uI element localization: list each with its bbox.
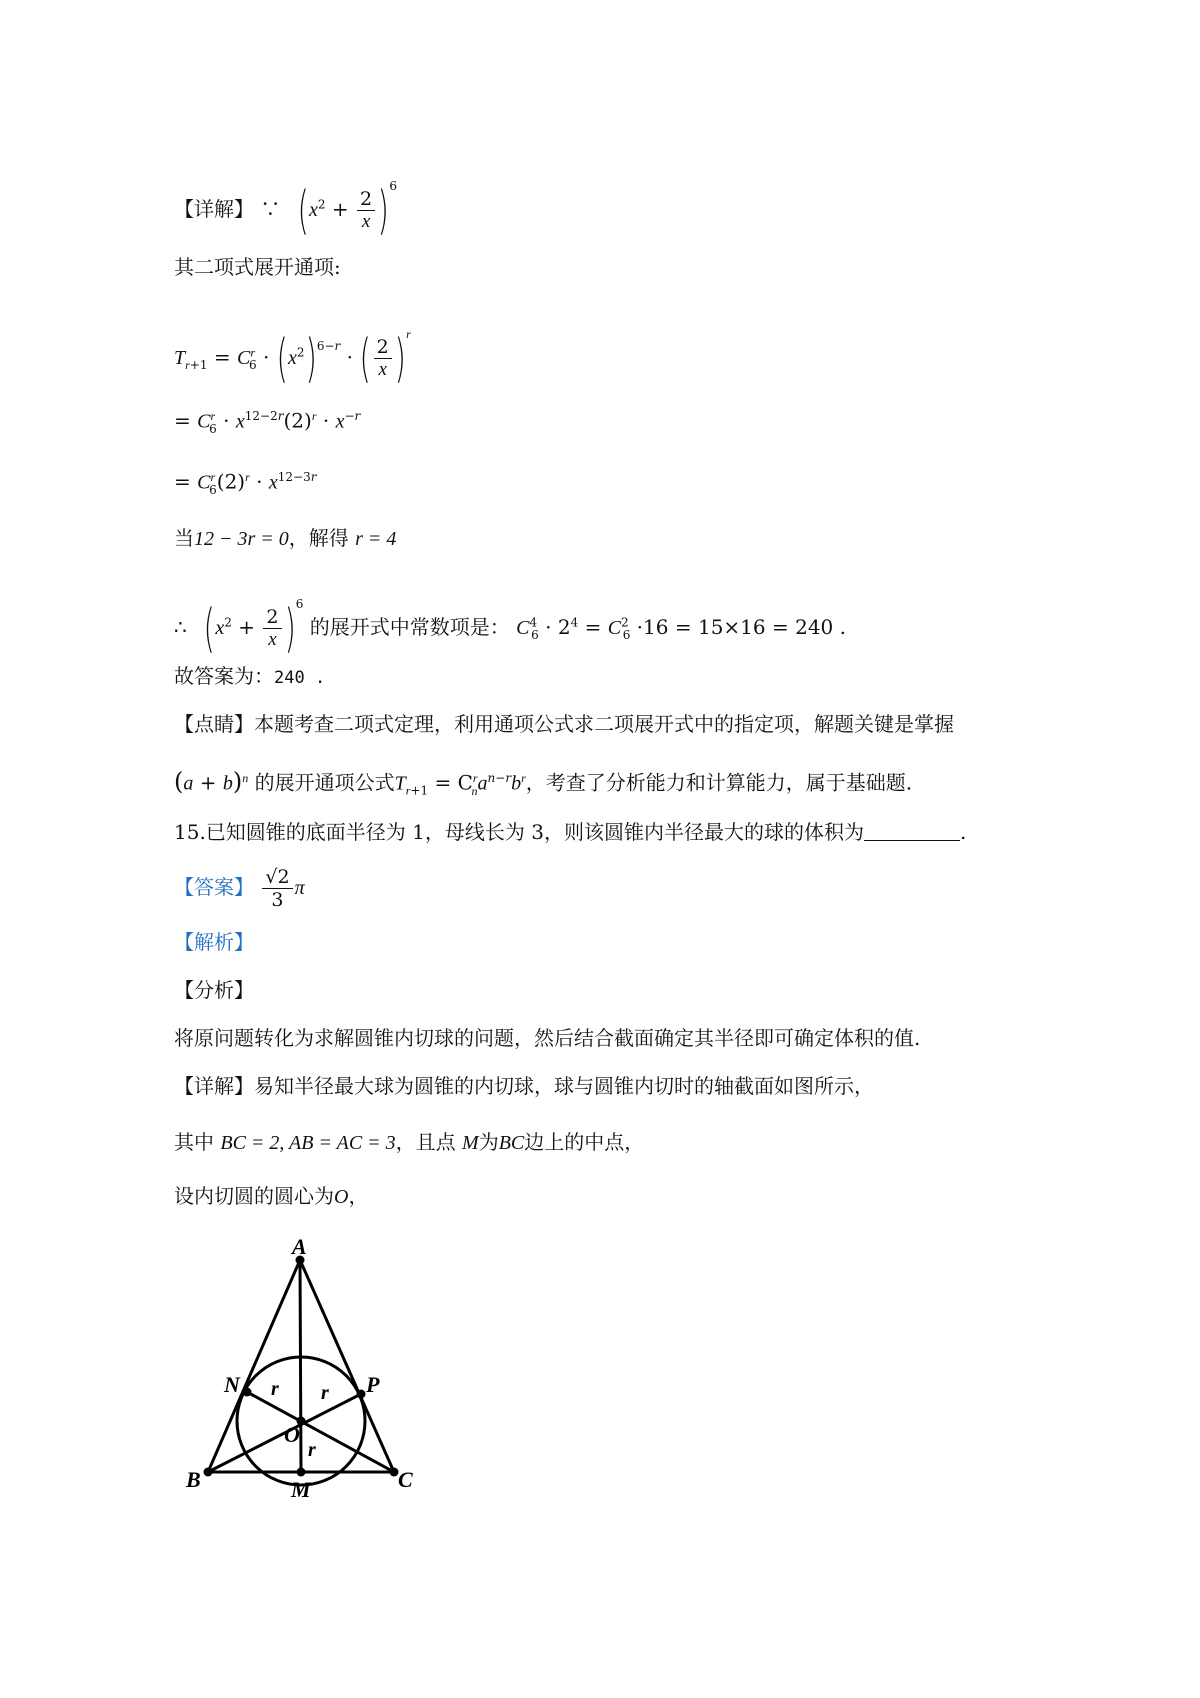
answer-line — [174, 662, 325, 692]
question-15 — [174, 818, 966, 846]
center-end: ， — [348, 1184, 369, 1208]
center-text: 设内切圆的圆心为 — [174, 1184, 334, 1208]
given-bc: BC — [498, 1132, 525, 1154]
detail-line: 【详解】 ∵ ($x^2$ + $\frac{2}{x}$ )$^6$ — [174, 179, 398, 241]
formula-step-1: = $C^r_6 \cdot x^{12-2r}(2)^r \cdot x^{-r}$ — [174, 408, 361, 436]
answer-blank — [864, 820, 960, 841]
label-r2: r — [321, 1382, 329, 1404]
given-end: 边上的中点， — [524, 1130, 645, 1154]
therefore-symbol: ∴ — [174, 615, 187, 639]
answer-value: 240 . — [274, 668, 326, 688]
center-var: O — [334, 1186, 349, 1208]
point-m — [297, 1468, 306, 1477]
label-n: N — [224, 1372, 240, 1397]
label-b: B — [186, 1467, 201, 1492]
intro-line: 其二项式展开通项: — [174, 255, 341, 279]
given-mid: ，且点 — [395, 1130, 456, 1154]
label-c: C — [398, 1467, 413, 1492]
solve-prefix: 当 — [174, 526, 194, 550]
given-point-m: M — [462, 1132, 479, 1154]
note-text-2a: 的展开通项公式 — [254, 770, 395, 795]
fenxi-text: 将原问题转化为求解圆锥内切球的问题，然后结合截面确定其半径即可确定体积的值. — [174, 1026, 921, 1050]
incircle-figure — [180, 1238, 440, 1508]
answer-denominator: 3 — [271, 889, 284, 911]
answer-numerator: √2 — [262, 866, 292, 889]
formula-general-term: $T_{r+1} = C^r_6 \cdot (x^2)^{6-r}$ · ( $\frac{2}{x}$ )$^r$ — [174, 327, 411, 389]
constant-term-text: 的展开式中常数项是： — [309, 615, 510, 639]
detail-line-15 — [174, 1072, 874, 1100]
point-n — [243, 1388, 252, 1397]
label-r1: r — [271, 1378, 279, 1400]
note-line-1 — [174, 710, 954, 738]
solve-equation: 12 − 3r = 0 — [194, 528, 289, 550]
line-cn — [247, 1392, 394, 1472]
analysis-label: 【解析】 — [174, 930, 254, 954]
given-wei: 为 — [478, 1130, 499, 1154]
answer-text: 故答案为： — [174, 664, 274, 688]
detail-label: 【详解】 — [174, 197, 254, 221]
constant-term-line: ∴ ($x^2$ + $\frac{2}{x}$ )$^6$ 的展开式中常数项是： $C^4_6 \cdot 2^4 = C^2_6 \cdot 16 = 15\times 16 = 240$ . — [174, 597, 846, 659]
note-text-2b: ，考查了分析能力和计算能力，属于基础题. — [525, 770, 913, 795]
answer-label: 【答案】 — [174, 875, 254, 899]
center-line — [174, 1182, 368, 1211]
line-am — [300, 1260, 301, 1472]
note-text-1: 本题考查二项式定理，利用通项公式求二项展开式中的指定项，解题关键是掌握 — [254, 712, 954, 736]
point-b — [204, 1468, 213, 1477]
question-stem: 15.已知圆锥的底面半径为 1，母线长为 3，则该圆锥内半径最大的球的体积为 — [174, 820, 864, 844]
given-prefix: 其中 — [174, 1130, 214, 1154]
solve-line — [174, 524, 396, 553]
constant-term-value: = 15×16 = 240 . — [674, 615, 846, 639]
detail-text-15: 易知半径最大球为圆锥的内切球，球与圆锥内切时的轴截面如图所示， — [254, 1074, 874, 1098]
answer-pi: π — [294, 877, 305, 899]
fenxi-label: 【分析】 — [174, 978, 254, 1002]
solve-result: r = 4 — [355, 528, 397, 550]
note-line-2: $(a + b)^n$ 的展开通项公式$T_{r+1} = C^r_na^{n-r}b^r$，考查了分析能力和计算能力，属于基础题. — [174, 767, 913, 798]
given-line — [174, 1128, 644, 1157]
formula-step-2: = $C^r_6(2)^r \cdot x^{12-3r}$ — [174, 469, 317, 497]
detail-label-15: 【详解】 — [174, 1074, 254, 1098]
label-r3: r — [308, 1439, 316, 1461]
label-a: A — [292, 1238, 307, 1259]
label-m: M — [291, 1477, 311, 1502]
solve-mid: ，解得 — [288, 526, 349, 550]
note-label: 【点睛】 — [174, 712, 254, 736]
point-p — [357, 1390, 366, 1399]
stem-period: . — [959, 820, 967, 844]
label-o: O — [284, 1422, 300, 1447]
answer-line-15 — [174, 866, 305, 911]
label-p: P — [366, 1372, 380, 1397]
because-symbol: ∵ — [260, 197, 281, 221]
given-equation: BC = 2, AB = AC = 3 — [220, 1132, 396, 1154]
